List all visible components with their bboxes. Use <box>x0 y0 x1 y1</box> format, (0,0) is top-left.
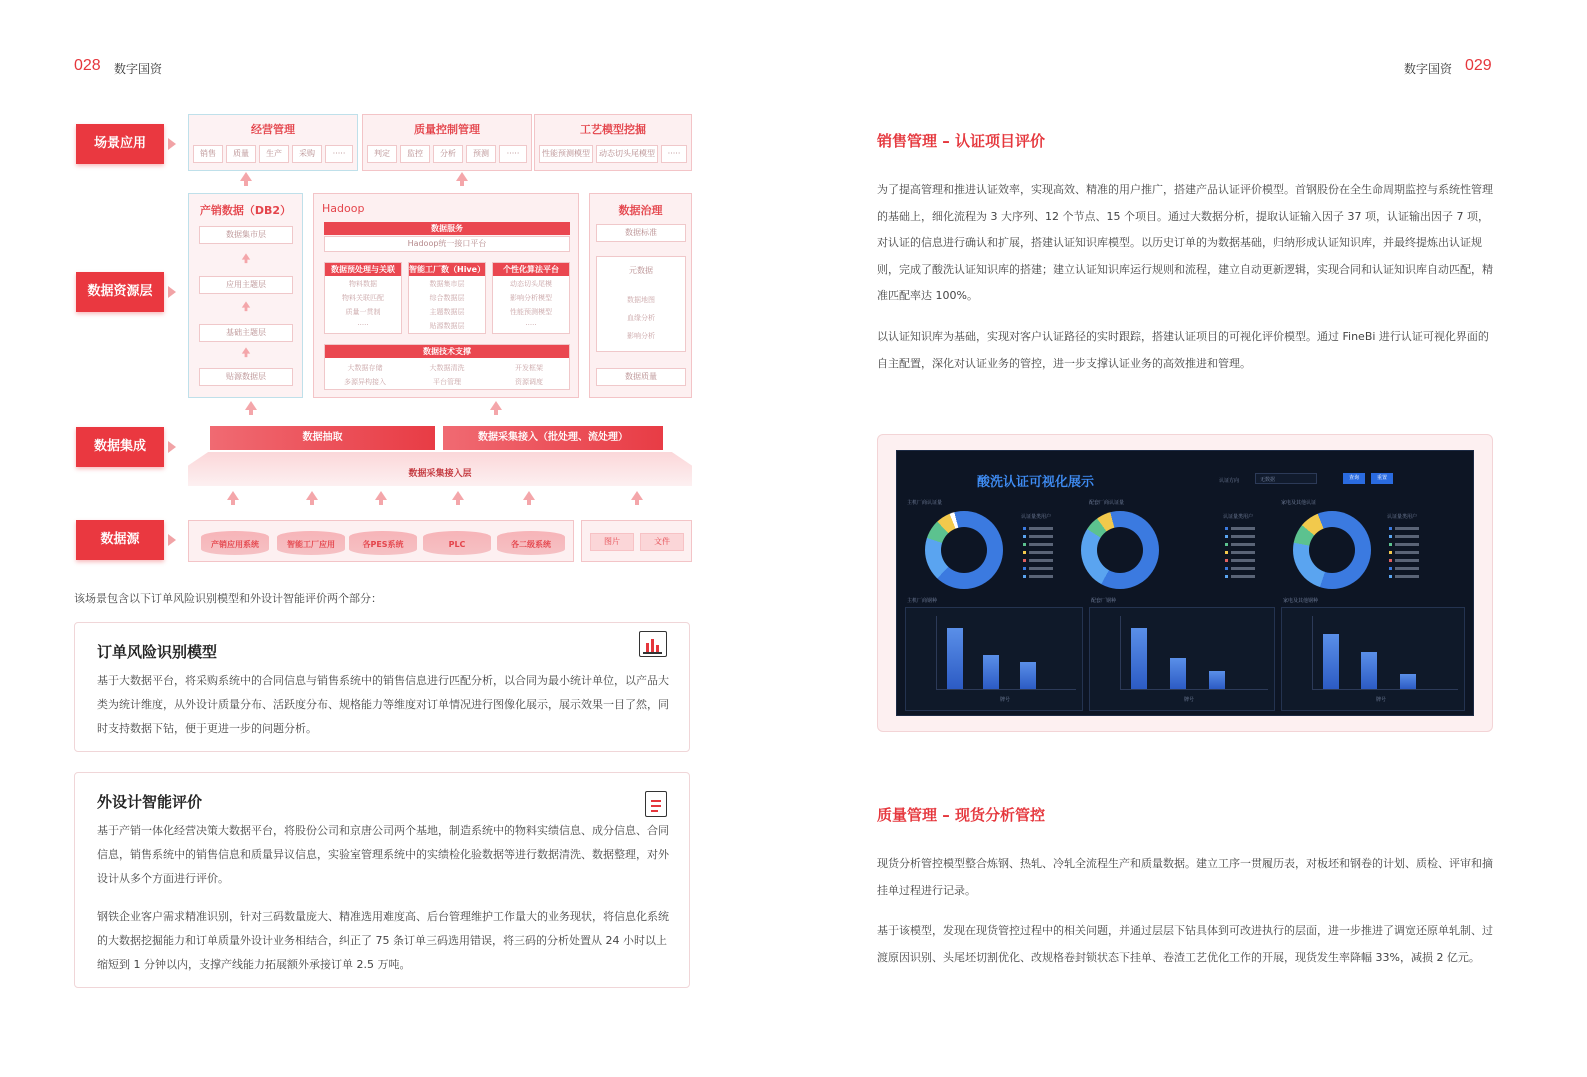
chip: 分析 <box>433 145 463 163</box>
col-item: 数据集市层 <box>429 280 465 288</box>
col-title: 智能工厂数（Hive） <box>409 265 486 274</box>
legend-line <box>1395 527 1419 530</box>
col-item: 物料关联匹配 <box>342 294 384 302</box>
tech-item: 平台管理 <box>433 378 461 386</box>
group-title: 经营管理 <box>251 123 295 136</box>
bar-panel-label: 家电及其他钢种 <box>1283 598 1319 604</box>
section-title-quality: 质量管理 – 现货分析管控 <box>877 806 1045 824</box>
col-item: 贴源数据层 <box>429 322 465 330</box>
chip: 判定 <box>367 145 397 163</box>
donut-label: 家电及其他认证 <box>1281 500 1317 506</box>
filter-select[interactable] <box>1255 473 1317 484</box>
legend-line <box>1029 551 1053 554</box>
donut-label: 配套厂商认证量 <box>1089 500 1125 506</box>
source-system: 产销应用系统 <box>201 531 269 555</box>
chart-icon <box>639 631 667 657</box>
legend-swatch <box>1389 543 1392 546</box>
chip: ····· <box>325 145 353 163</box>
layer-label-resource: 数据资源层 <box>76 272 164 312</box>
db2-item: 数据集市层 <box>199 226 293 244</box>
bar-axis-label: 牌号 <box>1376 697 1387 703</box>
governance-title: 数据治理 <box>618 204 663 217</box>
tech-title: 数据技术支撑 <box>325 345 569 358</box>
legend-line <box>1231 543 1255 546</box>
data-service-bar: 数据服务 <box>324 222 570 235</box>
col-item: ····· <box>357 321 369 329</box>
query-button[interactable]: 查询 <box>1343 473 1365 484</box>
legend-swatch <box>1023 551 1026 554</box>
legend-line <box>1029 535 1053 538</box>
legend-line <box>1029 575 1053 578</box>
up-arrow-icon <box>240 172 252 181</box>
legend-swatch <box>1389 567 1392 570</box>
col-title: 个性化算法平台 <box>493 263 569 276</box>
card-text: 基于大数据平台，将采购系统中的合同信息与销售系统中的销售信息进行匹配分析，以合同为最小统计单位，以产品大类为统计维度，从外设计质量分布、活跃度分布、规格能力等维度对订单情况进行图像化展示，展示效果一目了然，同时支持数据下钻，便于更进一步的问题分析。 <box>97 674 669 735</box>
bar <box>1020 662 1036 689</box>
donut-label: 主机厂商认证量 <box>907 500 943 506</box>
card-text: 钢铁企业客户需求精准识别，针对三码数量庞大、精准选用难度高、后台管理维护工作量大的业务现状，将信息化系统的大数据挖掘能力和订单质量外设计业务相结合，纠正了 75 条订单三码选用错误，将三码的分析处置从 24 小时以上缩短到 1 分钟以内，支撑产线能力拓展额外承接订单 2.5 万吨。 <box>97 910 669 971</box>
bar-panel <box>905 607 1083 711</box>
legend-line <box>1395 575 1419 578</box>
legend-line <box>1029 527 1053 530</box>
legend-swatch <box>1225 575 1228 578</box>
governance-item: 影响分析 <box>627 332 655 340</box>
legend-swatch <box>1389 527 1392 530</box>
chip: ····· <box>499 145 527 163</box>
dashboard-title: 酸洗认证可视化展示 <box>977 475 1095 490</box>
bar-panel-label: 配套厂钢种 <box>1091 598 1117 604</box>
db2-title: 产销数据（DB2） <box>199 204 292 217</box>
legend-swatch <box>1023 559 1026 562</box>
hadoop-col-1 <box>324 262 402 334</box>
layer-label-scenario: 场景应用 <box>76 124 164 164</box>
col-item: 动态切头尾模 <box>510 280 552 288</box>
filter-value: 无数据 <box>1260 477 1276 483</box>
up-arrow-icon <box>306 491 318 500</box>
scenario-group-process <box>534 114 692 171</box>
donut-chart <box>1293 511 1371 589</box>
bar <box>1170 658 1186 689</box>
governance-item: 数据质量 <box>596 368 686 386</box>
legend-line <box>1231 527 1255 530</box>
collect-layer-label: 数据采集接入层 <box>408 469 472 479</box>
hadoop-col-2 <box>408 262 486 334</box>
source-system: PLC <box>423 531 491 555</box>
chip: 性能预测模型 <box>539 145 593 163</box>
legend-swatch <box>1389 535 1392 538</box>
governance-item: 血缘分析 <box>627 314 655 322</box>
legend-swatch <box>1023 543 1026 546</box>
bar-plot <box>1312 616 1458 690</box>
legend-line <box>1029 543 1053 546</box>
scenario-group-quality <box>362 114 532 171</box>
legend-line <box>1395 543 1419 546</box>
legend-swatch <box>1225 551 1228 554</box>
legend-swatch <box>1389 559 1392 562</box>
group-title: 质量控制管理 <box>414 123 480 136</box>
governance-box <box>589 193 692 398</box>
up-arrow-icon <box>242 347 250 353</box>
left-page-number: 028 <box>74 57 101 74</box>
left-page-title: 数字国资 <box>114 62 163 76</box>
up-arrow-icon <box>245 401 257 410</box>
data-extract-bar: 数据抽取 <box>210 426 435 450</box>
right-page-number: 029 <box>1465 57 1492 74</box>
right-page-title: 数字国资 <box>1404 62 1453 76</box>
donut-legend: 认证量类用户 <box>1387 514 1418 520</box>
source-system: 各PES系统 <box>349 531 417 555</box>
col-item: 性能预测模型 <box>510 308 552 316</box>
up-arrow-icon <box>375 491 387 500</box>
legend-line <box>1029 559 1053 562</box>
intro-text: 该场景包含以下订单风险识别模型和外设计智能评价两个部分： <box>74 592 382 605</box>
legend-line <box>1395 559 1419 562</box>
donut-legend: 认证量类用户 <box>1223 514 1254 520</box>
col-item: 综合数据层 <box>429 294 465 302</box>
bar-axis-label: 牌号 <box>1000 697 1011 703</box>
chip: 监控 <box>400 145 430 163</box>
source-file: 文件 <box>640 533 684 551</box>
tech-item: 大数据存储 <box>347 364 383 372</box>
legend-line <box>1395 551 1419 554</box>
up-arrow-icon <box>227 491 239 500</box>
bar <box>1209 671 1225 689</box>
hadoop-col-3 <box>492 262 570 334</box>
section-paragraph: 基于该模型，发现在现货管控过程中的相关问题，并通过层层下钻具体到可改进执行的层面，进一步推进了调宽还原单轧制、过渡原因识别、头尾坯切割优化、改规格卷封锁状态下挂单、卷渣工艺优化工作的开展，现货发生率降幅 33%，减损 2 亿元。 <box>877 924 1493 964</box>
governance-item: 数据标准 <box>596 224 686 242</box>
up-arrow-icon <box>452 491 464 500</box>
chip: 质量 <box>226 145 256 163</box>
source-files-box <box>581 520 692 562</box>
filter-label: 认证方向 <box>1219 478 1240 484</box>
tech-item: 多源异构接入 <box>344 378 386 386</box>
source-system: 智能工厂应用 <box>277 531 345 555</box>
legend-line <box>1231 551 1255 554</box>
legend-swatch <box>1225 535 1228 538</box>
legend-line <box>1231 559 1255 562</box>
up-arrow-icon <box>242 301 250 307</box>
db2-box <box>188 193 303 398</box>
dashboard-screenshot <box>896 450 1474 716</box>
layer-label-source: 数据源 <box>76 520 164 560</box>
governance-item: 元数据 <box>629 266 653 275</box>
section-paragraph: 以认证知识库为基础，实现对客户认证路径的实时跟踪，搭建认证项目的可视化评价模型。通过 FineBi 进行认证可视化界面的自主配置，深化对认证业务的管控，进一步支撑认证业务的高效推进和管理。 <box>877 330 1489 370</box>
up-arrow-icon <box>456 172 468 181</box>
scenario-group-operations <box>188 114 358 171</box>
bar-panel <box>1281 607 1465 711</box>
document-icon <box>645 791 667 817</box>
bar <box>1400 674 1416 689</box>
up-arrow-icon <box>523 491 535 500</box>
legend-swatch <box>1023 527 1026 530</box>
up-arrow-icon <box>242 253 250 259</box>
hadoop-box <box>313 193 579 398</box>
legend-line <box>1231 567 1255 570</box>
legend-swatch <box>1023 575 1026 578</box>
tech-item: 大数据清洗 <box>429 364 465 372</box>
chip: 预测 <box>466 145 496 163</box>
col-item: 物料数据 <box>349 280 377 288</box>
legend-line <box>1231 575 1255 578</box>
legend-swatch <box>1225 567 1228 570</box>
section-title-sales: 销售管理 – 认证项目评价 <box>877 132 1045 150</box>
up-arrow-icon <box>490 401 502 410</box>
bar-panel <box>1089 607 1275 711</box>
bar-axis-label: 牌号 <box>1184 697 1195 703</box>
bar <box>1323 634 1339 689</box>
legend-line <box>1395 567 1419 570</box>
chip: ····· <box>661 145 687 163</box>
chip: 动态切头尾模型 <box>596 145 658 163</box>
group-title: 工艺模型挖掘 <box>580 123 646 136</box>
col-item: 质量一贯制 <box>345 308 381 316</box>
legend-swatch <box>1023 535 1026 538</box>
card-title: 外设计智能评价 <box>97 793 203 811</box>
reset-button[interactable]: 重置 <box>1371 473 1393 484</box>
bar <box>983 655 999 689</box>
bar-plot <box>936 616 1076 690</box>
bar-panel-label: 主机厂商钢种 <box>907 598 938 604</box>
tech-item: 资源调度 <box>515 378 543 386</box>
tech-item: 开发框架 <box>515 364 543 372</box>
bar <box>947 628 963 689</box>
legend-swatch <box>1023 567 1026 570</box>
governance-item: 数据地图 <box>627 296 655 304</box>
col-item: ····· <box>525 321 537 329</box>
bar-plot <box>1120 616 1268 690</box>
metadata-box <box>596 256 686 352</box>
col-item: 影响分析模型 <box>510 294 552 302</box>
chip: 生产 <box>259 145 289 163</box>
col-item: 主题数据层 <box>429 308 465 316</box>
legend-swatch <box>1389 551 1392 554</box>
legend-swatch <box>1389 575 1392 578</box>
hadoop-title: Hadoop <box>322 202 365 215</box>
chip: 采购 <box>292 145 322 163</box>
card-text: 基于产销一体化经营决策大数据平台，将股份公司和京唐公司两个基地，制造系统中的物料实绩信息、成分信息、合同信息，销售系统中的销售信息和质量异议信息，实验室管理系统中的实绩检化验数据等进行数据清洗、数据整理，对外设计从多个方面进行评价。 <box>97 824 669 885</box>
legend-swatch <box>1225 543 1228 546</box>
donut-legend: 认证量类用户 <box>1021 514 1052 520</box>
tech-support-box <box>324 344 570 390</box>
data-service-sub: Hadoop统一接口平台 <box>324 236 570 252</box>
donut-chart <box>925 511 1003 589</box>
section-paragraph: 为了提高管理和推进认证效率，实现高效、精准的用户推广，搭建产品认证评价模型。首钢股份在全生命周期监控与系统性管理的基础上，细化流程为 3 大序列、12 个节点、15 个项目。通过大数据分析，提取认证输入因子 37 项，认证输出因子 7 项，对认证的信息进行确认和扩展，搭建认证知识库模型。以历史订单的为数据基础，归纳形成认证知识库，并最终提炼出认证规则，完成了酸洗认证知识库的搭建；建立认证知识库运行规则和流程，建立自动更新逻辑，实现合同和认证知识库自动匹配，精准匹配率达 100%。 <box>877 183 1493 302</box>
legend-line <box>1395 535 1419 538</box>
db2-item: 基础主题层 <box>199 324 293 342</box>
legend-swatch <box>1225 527 1228 530</box>
bar <box>1361 652 1377 689</box>
legend-line <box>1029 567 1053 570</box>
source-file: 图片 <box>590 533 634 551</box>
card-design-eval <box>74 772 690 988</box>
db2-item: 贴源数据层 <box>199 368 293 386</box>
up-arrow-icon <box>631 491 643 500</box>
legend-line <box>1231 535 1255 538</box>
card-order-risk <box>74 622 690 752</box>
layer-label-integration: 数据集成 <box>76 427 164 467</box>
chip: 销售 <box>193 145 223 163</box>
col-title: 数据预处理与关联 <box>325 263 401 276</box>
db2-item: 应用主题层 <box>199 276 293 294</box>
data-collect-bar: 数据采集接入（批处理、流处理） <box>443 426 663 450</box>
section-paragraph: 现货分析管控模型整合炼钢、热轧、冷轧全流程生产和质量数据。建立工序一贯履历表，对板坯和钢卷的计划、质检、评审和摘挂单过程进行记录。 <box>877 857 1493 897</box>
source-system: 各二级系统 <box>497 531 565 555</box>
card-title: 订单风险识别模型 <box>97 643 218 661</box>
source-systems-box <box>188 520 574 562</box>
bar <box>1131 628 1147 689</box>
legend-swatch <box>1225 559 1228 562</box>
donut-chart <box>1081 511 1159 589</box>
